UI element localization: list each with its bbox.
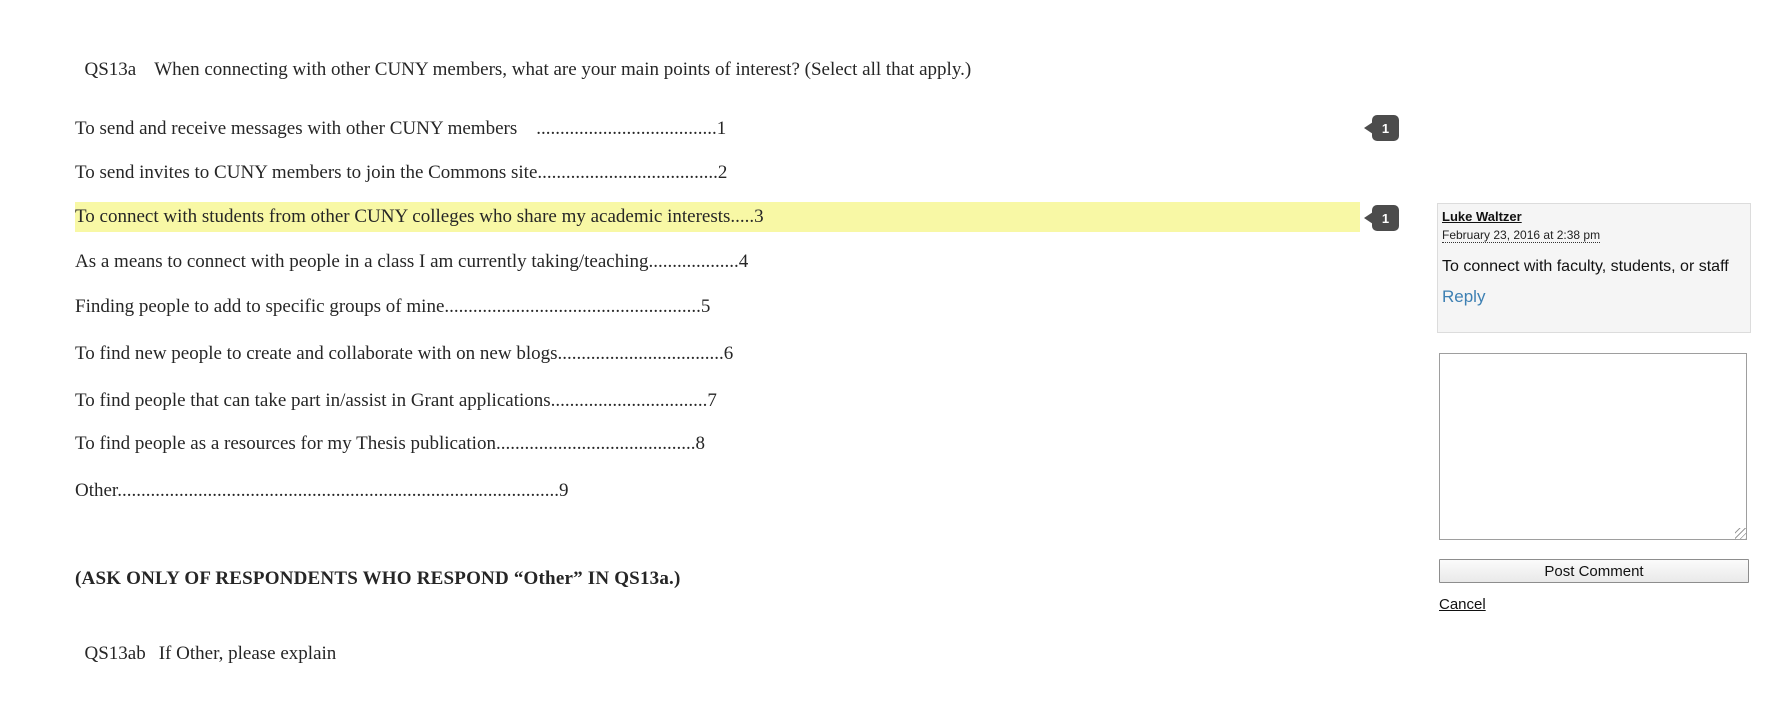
option-row-9: Other.............................................................................................9 (75, 480, 569, 501)
option-row-4: As a means to connect with people in a class I am currently taking/teaching...................4 (75, 251, 749, 272)
option-row-1: To send and receive messages with other CUNY members ......................................1 (75, 118, 727, 139)
option-row-7: To find people that can take part in/assist in Grant applications.................................7 (75, 390, 717, 411)
option-row-6: To find new people to create and collaborate with on new blogs...................................6 (75, 343, 734, 364)
option-row-3-highlighted[interactable]: To connect with students from other CUNY colleges who share my academic interests.....3 (75, 202, 1360, 232)
question-text: When connecting with other CUNY members, what are your main points of interest? (Select all that apply.) (154, 59, 972, 80)
question-title (75, 25, 971, 85)
comment-body-text: To connect with faculty, students, or staff (1442, 258, 1729, 275)
comment-count-badge-row1[interactable] (1372, 115, 1399, 141)
comment-count-badge-row3[interactable] (1372, 205, 1399, 231)
ask-only-note: (ASK ONLY OF RESPONDENTS WHO RESPOND “Other” IN QS13a.) (75, 568, 681, 589)
reply-link[interactable]: Reply (1442, 287, 1486, 306)
resize-grip-icon[interactable] (1735, 528, 1746, 539)
comment-thread-panel (1437, 203, 1751, 333)
comment-author-link[interactable]: Luke Waltzer (1442, 209, 1522, 224)
followup-question (75, 609, 336, 669)
badge-count: 1 (1381, 120, 1390, 136)
comment-textarea[interactable] (1439, 353, 1747, 540)
badge-count: 1 (1381, 210, 1390, 226)
option-row-8: To find people as a resources for my Thesis publication..........................................8 (75, 433, 705, 454)
post-comment-button[interactable]: Post Comment (1439, 559, 1749, 583)
cancel-link[interactable]: Cancel (1439, 596, 1486, 613)
followup-question-id: QS13ab (84, 643, 146, 664)
followup-question-text: If Other, please explain (158, 643, 337, 664)
comment-date-link[interactable]: February 23, 2016 at 2:38 pm (1442, 228, 1601, 242)
question-id: QS13a (84, 59, 137, 80)
option-row-2: To send invites to CUNY members to join the Commons site......................................2 (75, 162, 728, 183)
option-row-5: Finding people to add to specific groups of mine......................................................5 (75, 296, 711, 317)
